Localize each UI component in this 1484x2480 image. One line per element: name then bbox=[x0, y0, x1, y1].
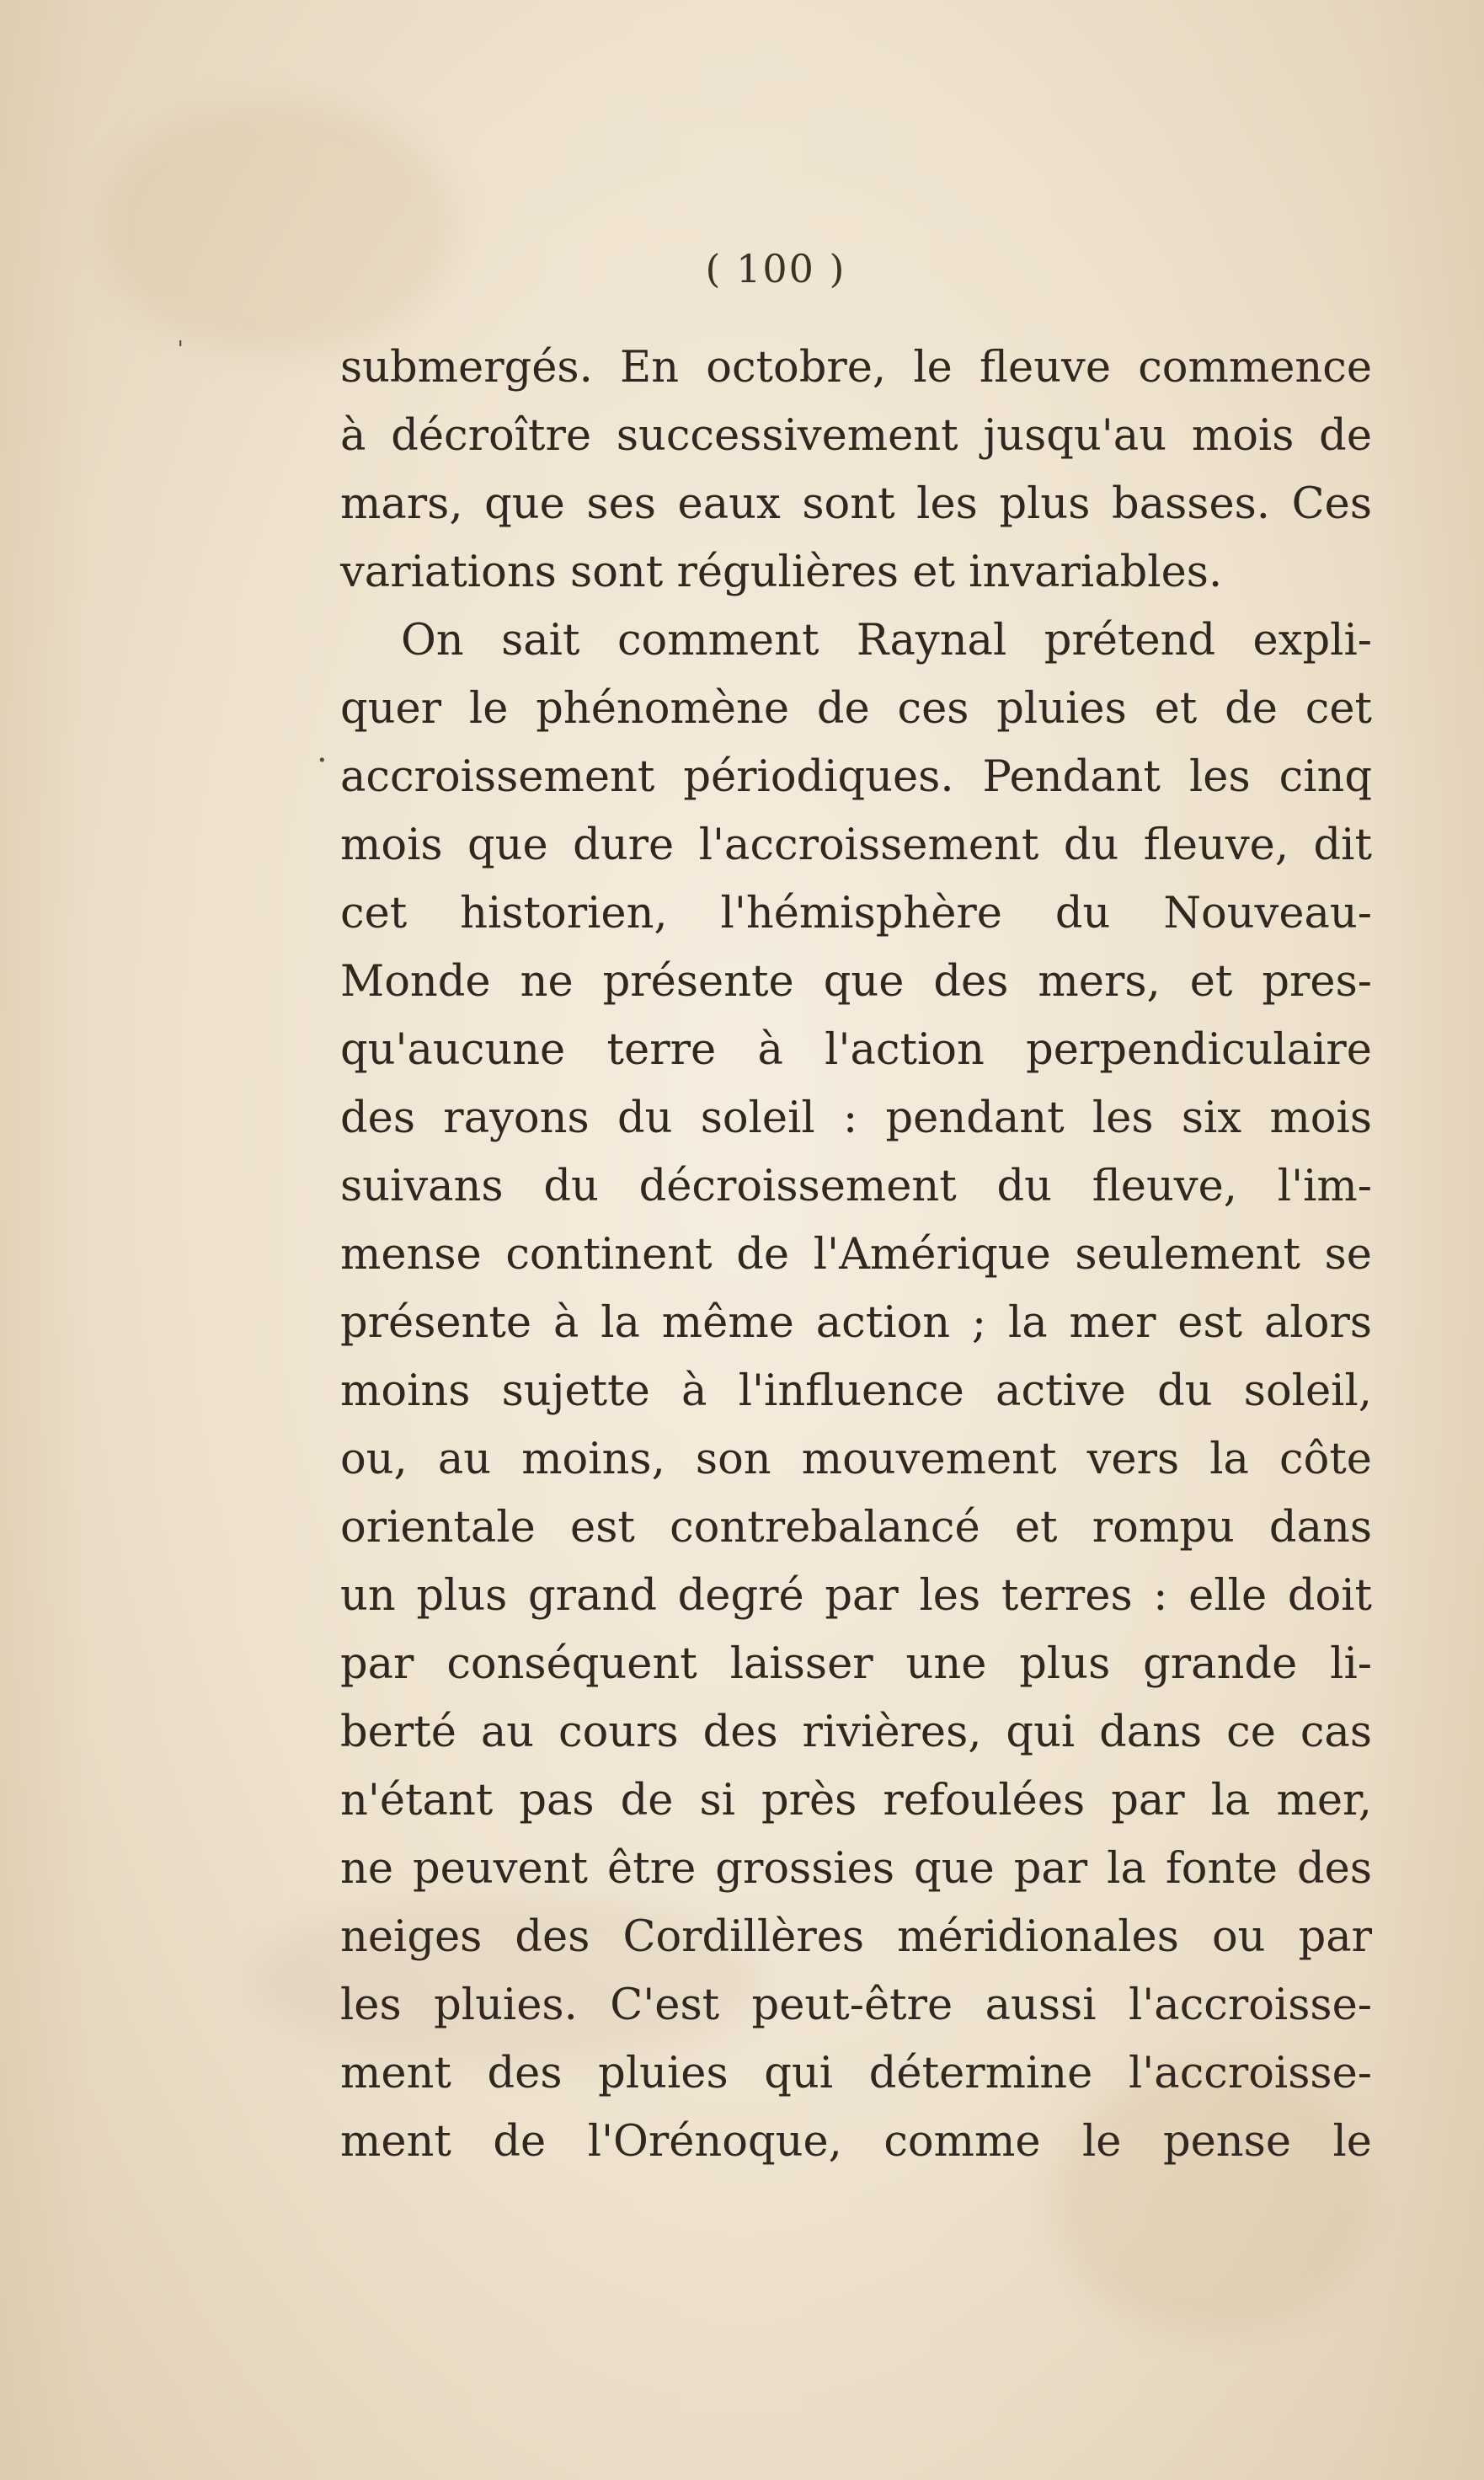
text-line: quer le phénomène de ces pluies et de cet bbox=[340, 684, 1372, 734]
text-line: On sait comment Raynal prétend expli- bbox=[401, 616, 1372, 665]
text-line: mars, que ses eaux sont les plus basses. Ces bbox=[340, 479, 1372, 529]
text-line: berté au cours des rivières, qui dans ce cas bbox=[340, 1708, 1372, 1757]
text-line: Monde ne présente que des mers, et pres- bbox=[340, 957, 1372, 1007]
text-line: par conséquent laisser une plus grande li- bbox=[340, 1639, 1372, 1689]
text-line: présente à la même action ; la mer est alors bbox=[340, 1298, 1372, 1348]
body-text bbox=[340, 334, 1372, 2176]
text-line: variations sont régulières et invariables. bbox=[340, 548, 1223, 597]
text-line: un plus grand degré par les terres : elle doit bbox=[340, 1571, 1372, 1621]
text-line: ment des pluies qui détermine l'accroisse- bbox=[340, 2049, 1372, 2098]
text-line: moins sujette à l'influence active du soleil, bbox=[340, 1366, 1372, 1416]
margin-speck: ˈ bbox=[177, 337, 184, 366]
text-line: qu'aucune terre à l'action perpendiculaire bbox=[340, 1025, 1372, 1075]
text-line: mois que dure l'accroissement du fleuve, dit bbox=[340, 820, 1372, 870]
text-line: neiges des Cordillères méridionales ou par bbox=[340, 1912, 1372, 1962]
paper-stain bbox=[101, 101, 455, 354]
text-line: des rayons du soleil : pendant les six mois bbox=[340, 1093, 1372, 1143]
text-line: n'étant pas de si près refoulées par la mer, bbox=[340, 1776, 1372, 1825]
text-line: cet historien, l'hémisphère du Nouveau- bbox=[340, 889, 1372, 938]
text-line: mense continent de l'Amérique seulement se bbox=[340, 1230, 1372, 1280]
text-line: orientale est contrebalancé et rompu dans bbox=[340, 1503, 1372, 1553]
margin-speck: · bbox=[317, 741, 328, 780]
text-line: ne peuvent être grossies que par la fonte des bbox=[340, 1844, 1372, 1894]
text-line: ment de l'Orénoque, comme le pense le bbox=[340, 2117, 1372, 2167]
text-line: suivans du décroissement du fleuve, l'im- bbox=[340, 1162, 1372, 1211]
text-line: submergés. En octobre, le fleuve commence bbox=[340, 343, 1372, 393]
text-line: accroissement périodiques. Pendant les cinq bbox=[340, 752, 1372, 802]
text-line: à décroître successivement jusqu'au mois de bbox=[340, 411, 1372, 461]
text-line: les pluies. C'est peut-être aussi l'accroisse- bbox=[340, 1980, 1372, 2030]
text-line: ou, au moins, son mouvement vers la côte bbox=[340, 1435, 1372, 1484]
page-number: ( 100 ) bbox=[705, 246, 846, 291]
